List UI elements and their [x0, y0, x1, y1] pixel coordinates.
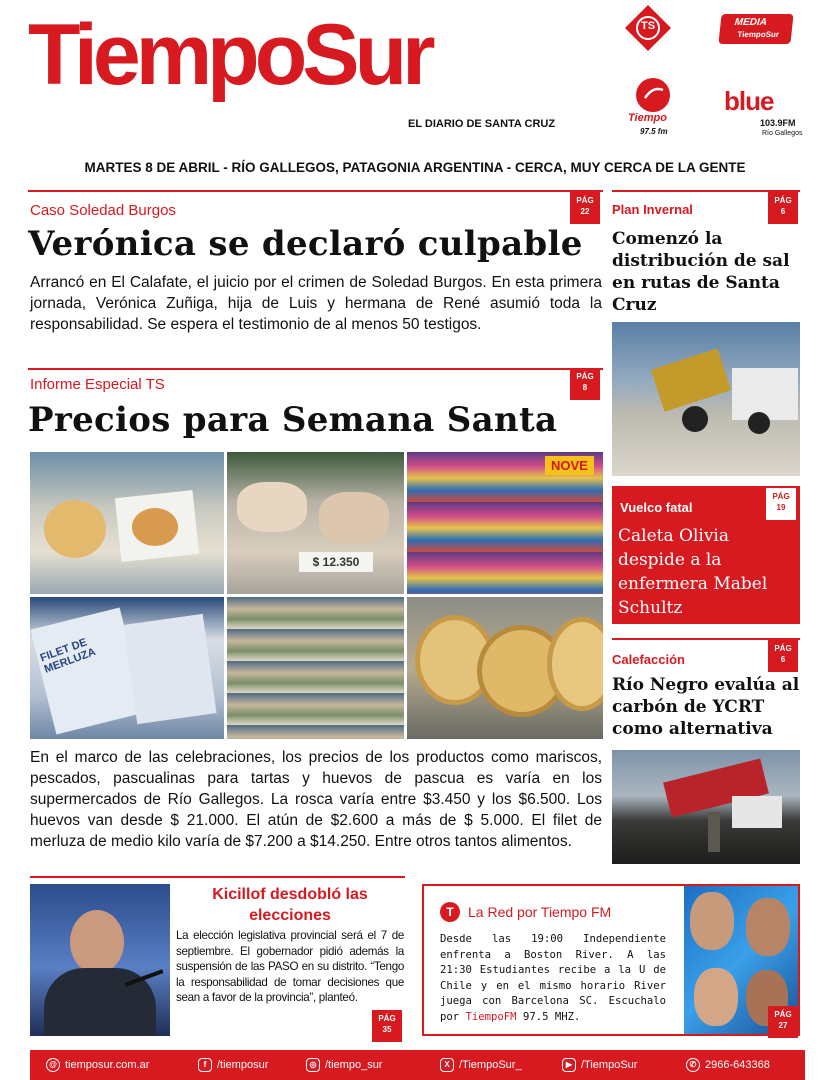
photo-kicillof	[30, 884, 170, 1036]
radio-tiempo-name: Tiempo	[628, 112, 667, 124]
pag-label: PÁG	[576, 196, 594, 205]
media-badge-label: MEDIA	[734, 17, 768, 28]
instagram-icon: ◎	[306, 1058, 320, 1072]
photo-mariscos	[227, 452, 404, 594]
radio-tiempo-freq: 97.5 fm	[640, 127, 668, 136]
footer-whatsapp-text: 2966-643368	[705, 1058, 770, 1071]
side2-page: 19	[776, 503, 786, 512]
x-twitter-icon: X	[440, 1058, 454, 1072]
footer-youtube-text: /TiempoSur	[581, 1058, 638, 1071]
photo-carbon-ycrt	[612, 750, 800, 864]
media-badge[interactable]	[718, 14, 793, 44]
side1-kicker[interactable]: Plan Invernal	[612, 202, 693, 217]
media-badge-sub: TiempoSur	[736, 30, 780, 39]
side1-page-badge	[768, 192, 798, 224]
bottom-left-page-badge	[372, 1010, 402, 1042]
nove-sign-text: NOVE	[551, 458, 588, 473]
footer-web-text: tiemposur.com.ar	[65, 1058, 150, 1071]
pag-label: PÁG	[576, 372, 594, 381]
nove-sign	[545, 456, 594, 475]
radio-tiempo-logo-icon[interactable]	[636, 78, 670, 112]
story1-kicker[interactable]: Caso Soledad Burgos	[30, 202, 176, 219]
photo-sal-rutas	[612, 322, 800, 476]
filet-label-text: FILET DE MERLUZA	[38, 636, 98, 676]
story2-headline[interactable]: Precios para Semana Santa	[28, 400, 558, 440]
price-tag-text: $ 12.350	[312, 555, 360, 569]
footer-youtube[interactable]	[562, 1058, 637, 1072]
tiempo-fm-icon: T	[440, 902, 460, 922]
story2-body: En el marco de las celebraciones, los precios de los productos como mariscos, pescados, pascualinas para tartas y huevos de pascua es varía en los supermercados de Río Gallegos. La rosca varía entre $3.450 y los $6.500. Los huevos van desde $ 21.000. El atún de $2.600 a más de $ 5.000. El filet de merluza de medio kilo varía de $7.200 a $14.250. Entre otros tantos alimentos.	[30, 749, 602, 850]
photo-roscas	[407, 597, 603, 739]
footer-web[interactable]	[46, 1058, 149, 1072]
bottom-right-body: Desde las 19:00 Independiente enfrenta a Boston River. A las 21:30 Estudiantes recibe a la U de Chile y en el mismo horario River juega con Barcelona SC. Escuchalo por	[440, 933, 666, 1023]
bottom-right-headline[interactable]: La Red por Tiempo FM	[468, 904, 612, 920]
bottom-right-suffix: 97.5 MHZ.	[522, 1010, 581, 1023]
footer-facebook-text: /tiemposur	[217, 1058, 269, 1071]
story1-headline[interactable]: Verónica se declaró culpable	[28, 224, 583, 264]
footer-instagram-text: /tiempo_sur	[325, 1058, 383, 1071]
pag-label: PÁG	[774, 196, 792, 205]
dateline: MARTES 8 DE ABRIL - RÍO GALLEGOS, PATAGONIA ARGENTINA - CERCA, MUY CERCA DE LA GENTE	[84, 160, 746, 175]
ts-badge-text: TS	[640, 20, 656, 32]
ts-badge-icon[interactable]	[624, 4, 672, 52]
facebook-icon: f	[198, 1058, 212, 1072]
footer-facebook[interactable]	[198, 1058, 268, 1072]
radio-blue-freq: 103.9FM	[760, 118, 796, 128]
pag-label: PÁG	[772, 492, 790, 501]
side1-page: 6	[780, 207, 786, 216]
footer-whatsapp[interactable]	[686, 1058, 770, 1072]
masthead-logo[interactable]: TiempoSur	[28, 7, 431, 103]
photo-huevos-pascua	[407, 452, 603, 594]
side1-headline[interactable]: Comenzó la distribución de sal en rutas de Santa Cruz	[612, 229, 790, 315]
bottom-right-page: 27	[778, 1021, 788, 1030]
photo-atun	[227, 597, 404, 739]
web-icon: @	[46, 1058, 60, 1072]
story2-kicker[interactable]: Informe Especial TS	[30, 376, 165, 393]
bottom-right-body-wrap	[440, 932, 666, 1026]
radio-blue-name[interactable]: blue	[724, 86, 774, 116]
price-tag	[299, 552, 373, 572]
story1-page: 22	[580, 207, 590, 216]
whatsapp-icon: ✆	[686, 1058, 700, 1072]
story1-rule	[28, 190, 603, 192]
bottom-left-body: La elección legislativa provincial será el 7 de septiembre. El gobernador pidió además la suspensión de las PASO en su distrito. “Tengo la responsabilidad de tomar decisiones que sean a favor de la provincia”, planteó.	[176, 929, 404, 1005]
side3-headline[interactable]: Río Negro evalúa al carbón de YCRT como alternativa	[612, 675, 800, 739]
story2-page-badge	[570, 368, 600, 400]
side2-kicker[interactable]: Vuelco fatal	[620, 500, 693, 515]
footer-bar	[30, 1050, 805, 1080]
story2-rule	[28, 368, 603, 370]
footer-twitter-text: /TiempoSur_	[459, 1058, 522, 1071]
youtube-icon: ▶	[562, 1058, 576, 1072]
masthead-tagline: EL DIARIO DE SANTA CRUZ	[408, 118, 556, 130]
side3-page-badge	[768, 640, 798, 672]
bottom-left-rule	[30, 876, 405, 878]
photo-filet-merluza	[30, 597, 224, 739]
bottom-left-headline[interactable]: Kicillof desdobló las elecciones	[212, 886, 368, 924]
bottom-right-page-badge	[768, 1006, 798, 1038]
footer-instagram[interactable]	[306, 1058, 382, 1072]
side3-kicker[interactable]: Calefacción	[612, 652, 685, 667]
footer-twitter[interactable]	[440, 1058, 522, 1072]
pag-label: PÁG	[774, 644, 792, 653]
pag-label: PÁG	[774, 1010, 792, 1019]
bottom-right-highlight[interactable]: TiempoFM	[465, 1010, 517, 1023]
story2-page: 8	[582, 383, 588, 392]
side2-headline[interactable]: Caleta Olivia despide a la enfermera Mabel Schultz	[618, 526, 768, 618]
pag-label: PÁG	[378, 1014, 396, 1023]
photo-pascualinas	[30, 452, 224, 594]
side2-page-badge	[766, 488, 796, 520]
story1-page-badge	[570, 192, 600, 224]
side3-page: 6	[780, 655, 786, 664]
bottom-left-page: 35	[382, 1025, 392, 1034]
story1-body: Arrancó en El Calafate, el juicio por el crimen de Soledad Burgos. En esta primera jornada, Verónica Zuñiga, hija de Luis y hermana de René asumió toda la responsabilidad. Se espera el testimonio de al menos 50 testigos.	[30, 274, 602, 333]
radio-blue-city: Río Gallegos	[762, 130, 803, 137]
